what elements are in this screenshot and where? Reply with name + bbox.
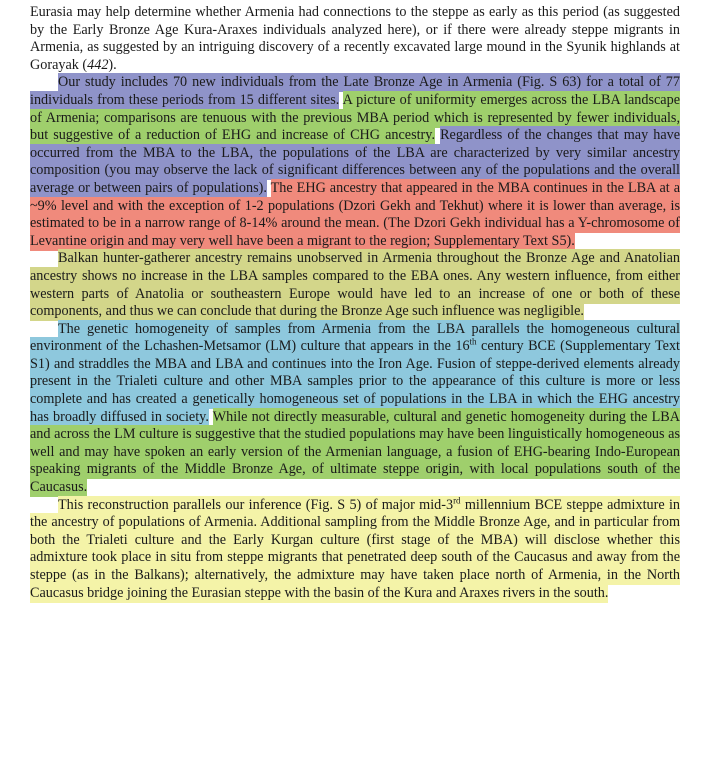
homogeneity-text-b: century BCE (Supplementary Text S1) and straddles the MBA and LBA and continues into the Iron Age. Fusion of steppe-derived elements already present in the Trialeti culture and other MBA samples prior to the appearance of this culture is more or less complete and has created a genetically homogeneous set of populations in the LBA in which the EHG ancestry has broadly diffused in society. — [30, 338, 680, 425]
superscript-th: th — [469, 336, 477, 347]
paragraph-homogeneity — [30, 321, 680, 497]
paragraph-balkan — [30, 250, 680, 320]
highlight-purple-study: Our study includes 70 new individuals from the Late Bronze Age in Armenia (Fig. S 63) for a total of 77 individuals from these periods from 15 different sites. — [30, 74, 680, 108]
highlight-yellow-reconstruction — [30, 496, 680, 603]
homogeneity-text-a: The genetic homogeneity of samples from Armenia from the LBA parallels the homogeneous cultural environment of the Lchashen-Metsamor (LM) culture that appears in the 16 — [30, 320, 680, 355]
paragraph-reconstruction — [30, 494, 680, 603]
superscript-rd: rd — [453, 494, 461, 505]
paragraph-lba-study — [30, 74, 680, 250]
highlight-green-uniformity: A picture of uniformity emerges across the LBA landscape of Armenia; comparisons are tenuous with the previous MBA period which is represented by fewer individuals, but suggestive of a reduction of EHG and increase of CHG ancestry. — [30, 91, 680, 144]
citation-ref: 442 — [87, 56, 109, 73]
intro-text: Eurasia may help determine whether Armenia had connections to the steppe as early as this period (as suggested by the Early Bronze Age Kura-Araxes individuals analyzed here), or if there were already steppe migrants in Armenia, as suggested by an intriguing discovery of a recently excavated large mound in the Syunik highlands at Gorayak ( — [30, 4, 680, 73]
highlight-olive-balkan: Balkan hunter-gatherer ancestry remains unobserved in Armenia throughout the Bronze Age and Anatolian ancestry shows no increase in the LBA samples compared to the EBA ones. Any western influence, from either western parts of Anatolia or southeastern Europe would have led to an increase of one or both of these components, and thus we can conclude that during the Bronze Age such influence was negligible. — [30, 250, 680, 320]
reconstruction-text-a: This reconstruction parallels our inference (Fig. S 5) of major mid-3 — [58, 496, 454, 513]
paragraph-intro — [30, 4, 680, 74]
reconstruction-text-b: millennium BCE steppe admixture in the ancestry of populations of Armenia. Additional sampling from the Middle Bronze Age, and in particular from both the Trialeti culture and the Early Kurgan culture (first stage of the MBA) will disclose whether this admixture took place in situ from steppe migrants that penetrated deep south of the Caucasus and away from the steppe (as in the Balkans); alternatively, the admixture may have taken place north of Armenia, in the North Caucasus bridge joining the Eurasian steppe with the basin of the Kura and Araxes rivers in the south. — [30, 496, 680, 601]
intro-text-end: ). — [108, 56, 117, 73]
highlight-purple-ancestry: Regardless of the changes that may have occurred from the MBA to the LBA, the populations of the LBA are characterized by very similar ancestry composition (you may observe the lack of significant differences between any of the populations and the overall average or between pairs of populations). — [30, 127, 681, 196]
highlight-green-language: While not directly measurable, cultural and genetic homogeneity during the LBA and across the LM culture is suggestive that the studied populations may have been linguistically homogeneous as well and may have spoken an early version of the Armenian language, a fusion of EHG-bearing Indo-European speaking migrants of the Middle Bronze Age, of ultimate steppe origin, with local populations south of the Caucasus. — [30, 408, 680, 496]
highlight-red-ehg: The EHG ancestry that appeared in the MBA continues in the LBA at a ~9% level and with the exception of 1-2 populations (Dzori Gekh and Tekhut) where it is lower than average, is estimated to be in a narrow range of 8-14% around the mean. (The Dzori Gekh individual has a Y-chromosome of Levantine origin and may very well have been a migrant to the region; Supplementary Text S5). — [30, 179, 680, 249]
